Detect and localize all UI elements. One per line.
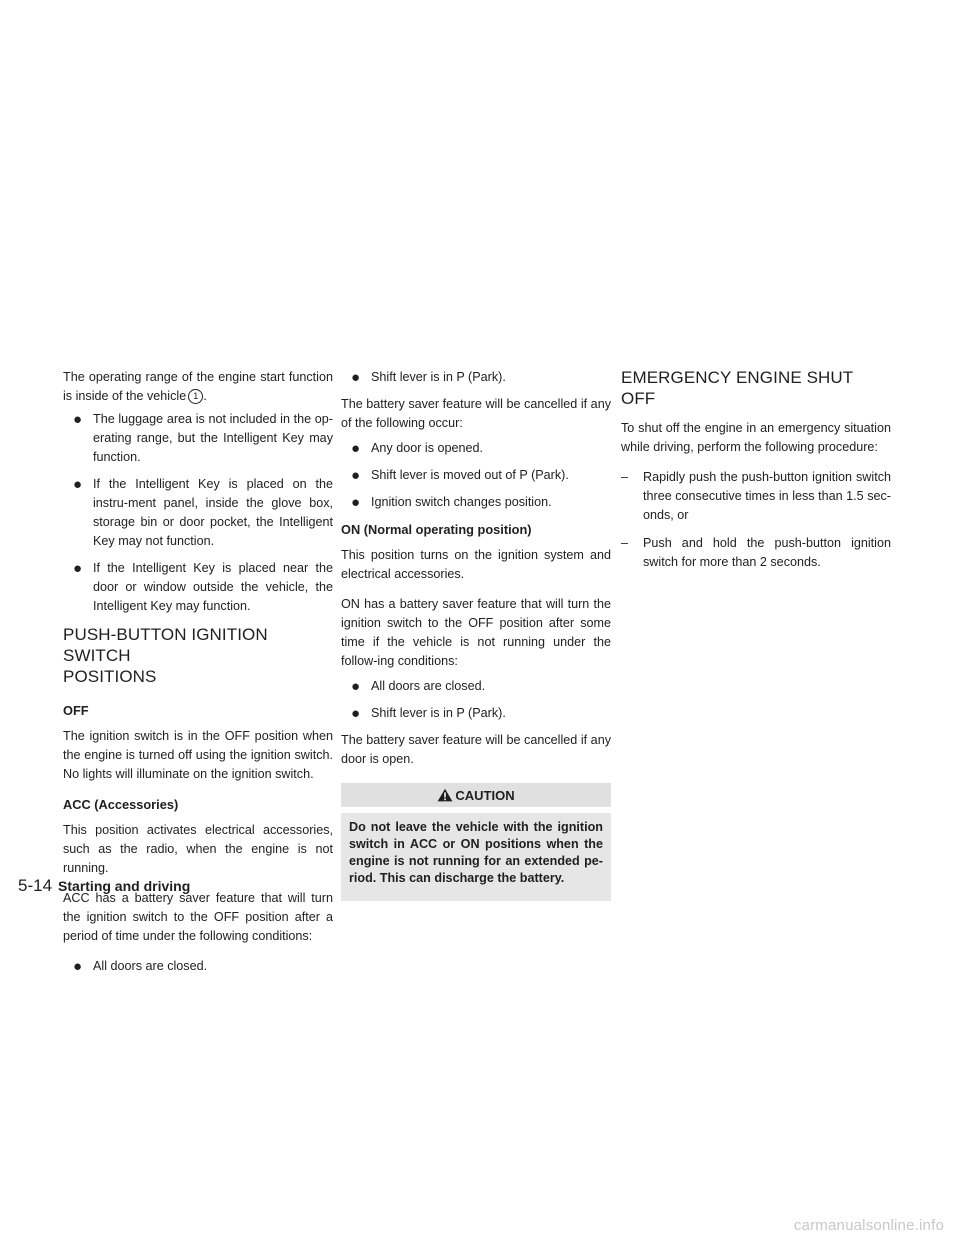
section-heading-emergency-shutoff: EMERGENCY ENGINE SHUT OFF [621,368,853,408]
off-description: The ignition switch is in the OFF position when the engine is turned off using the ignition switch. No lights will illuminate on the ignition switch. [63,729,333,781]
page-footer [18,876,190,896]
caution-header [341,783,611,813]
list-item: ● Shift lever is in P (Park). [351,705,506,722]
list-item: ● Any door is opened. [351,440,484,457]
list-item: ● Shift lever is moved out of P (Park). [351,467,569,484]
warning-triangle-icon [437,788,453,802]
section-heading-ignition-positions: PUSH-BUTTON IGNITION SWITCH POSITIONS [63,625,268,686]
on-saver-description: ON has a battery saver feature that will turn the ignition switch to the OFF position after some time if the vehicle is not running under the follow-ing conditions: [341,597,611,668]
list-item: – Push and hold the push-button ignition switch for more than 2 seconds. [621,536,891,569]
column-right [621,368,891,581]
list-item: ● If the Intelligent Key is placed on the instru-ment panel, inside the glove box, storage bin or door pocket, the Intelligent Key may not function. [73,476,333,548]
callout-1-icon: 1 [188,389,203,404]
column-middle [341,368,611,901]
subheading-on: ON (Normal operating position) [341,522,532,537]
list-item: ● Ignition switch changes position. [351,494,552,511]
list-item: ● All doors are closed. [351,678,486,695]
caution-box [341,783,611,901]
list-item: ● All doors are closed. [73,958,208,975]
acc-saver-description: ACC has a battery saver feature that will turn the ignition switch to the OFF position after a period of time under the following conditions: [63,891,333,943]
subheading-acc: ACC (Accessories) [63,797,179,812]
on-description: This position turns on the ignition system and electrical accessories. [341,548,611,581]
acc-description: This position activates electrical accessories, such as the radio, when the engine is not running. [63,823,333,875]
range-intro: The operating range of the engine start function is inside of the vehicle 1 . [63,370,333,403]
list-item: ● Shift lever is in P (Park). [351,369,506,386]
list-item: ● The luggage area is not included in the op-erating range, but the Intelligent Key may function. [73,411,333,464]
caution-text: Do not leave the vehicle with the ignition switch in ACC or ON positions when the engine is not running for an extended pe-riod. This can discharge the battery. [349,820,603,885]
cancel-description: The battery saver feature will be cancelled if any of the following occur: [341,397,611,430]
list-item: – Rapidly push the push-button ignition switch three consecutive times in less than 1.5 sec-onds, or [621,470,891,522]
watermark: carmanualsonline.info [793,1217,944,1234]
section-name: Starting and driving [58,878,191,894]
list-item: ● If the Intelligent Key is placed near the door or window outside the vehicle, the Intelligent Key may function. [73,560,333,613]
subheading-off: OFF [63,703,89,718]
caution-title: CAUTION [455,787,515,803]
on-cancel-description: The battery saver feature will be cancelled if any door is open. [341,733,611,766]
emergency-intro: To shut off the engine in an emergency situation while driving, perform the following procedure: [621,421,891,454]
page-number: 5-14 [18,876,53,895]
